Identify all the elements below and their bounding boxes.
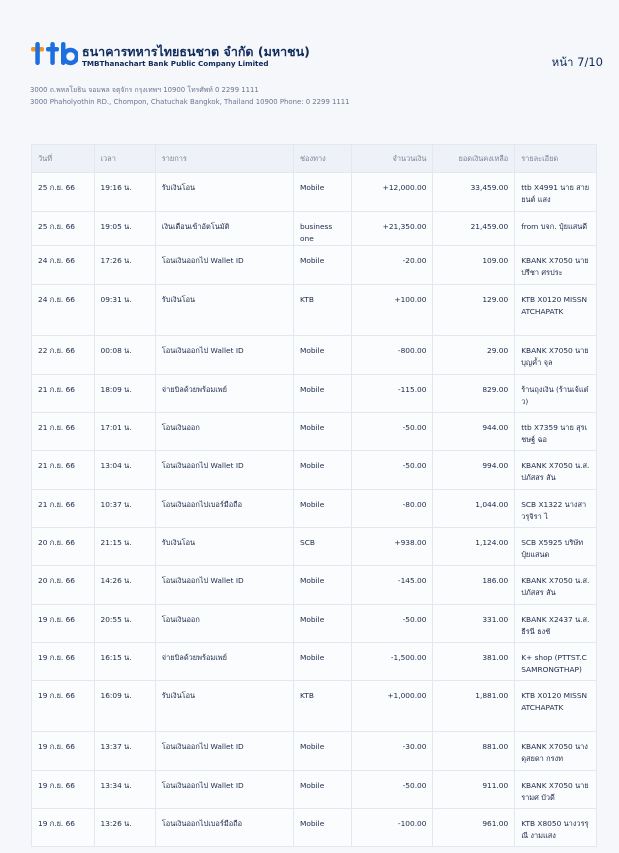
table-row <box>32 413 597 451</box>
address-thai: 3000 ถ.พหลโยธิน จอมพล จตุจักร กรุงเทพฯ 10900 โทรศัพท์ 0 2299 1111 <box>30 86 259 94</box>
cell-balance: 961.00 <box>433 809 515 847</box>
table-row <box>32 528 597 566</box>
table-row <box>32 212 597 246</box>
col-header-item: รายการ <box>155 145 293 173</box>
cell-channel: SCB <box>294 528 352 566</box>
cell-amount: -80.00 <box>351 490 433 528</box>
cell-item: โอนเงินออกไปเบอร์มือถือ <box>155 490 293 528</box>
cell-detail: from บจก. ปุ๋ยแสนดี <box>515 212 597 246</box>
cell-detail: SCB X1322 นางสาวรุจิรา ไ <box>515 490 597 528</box>
cell-time: 14:26 น. <box>94 566 155 605</box>
cell-time: 17:01 น. <box>94 413 155 451</box>
cell-item: รับเงินโอน <box>155 681 293 732</box>
transaction-table <box>31 144 597 847</box>
table-row <box>32 375 597 413</box>
cell-time: 13:37 น. <box>94 732 155 771</box>
cell-time: 13:26 น. <box>94 809 155 847</box>
cell-item: โอนเงินออกไป Wallet ID <box>155 336 293 375</box>
cell-date: 20 ก.ย. 66 <box>32 566 95 605</box>
cell-date: 25 ก.ย. 66 <box>32 212 95 246</box>
cell-time: 18:09 น. <box>94 375 155 413</box>
cell-channel: Mobile <box>294 375 352 413</box>
cell-channel: Mobile <box>294 451 352 490</box>
cell-time: 16:09 น. <box>94 681 155 732</box>
cell-date: 20 ก.ย. 66 <box>32 528 95 566</box>
table-row <box>32 681 597 732</box>
table-row <box>32 605 597 643</box>
cell-balance: 911.00 <box>433 771 515 809</box>
cell-time: 13:34 น. <box>94 771 155 809</box>
col-header-amount: จำนวนเงิน <box>351 145 433 173</box>
cell-item: โอนเงินออก <box>155 413 293 451</box>
cell-date: 19 ก.ย. 66 <box>32 809 95 847</box>
cell-detail: KTB X0120 MISSNATCHAPATK <box>515 285 597 336</box>
table-row <box>32 285 597 336</box>
cell-detail: ttb X7359 นาย สุรเชษฐ์ ฉอ <box>515 413 597 451</box>
cell-detail: KTB X8050 นางวรรุณี งามแสง <box>515 809 597 847</box>
cell-amount: +1,000.00 <box>351 681 433 732</box>
cell-time: 19:16 น. <box>94 173 155 212</box>
cell-item: รับเงินโอน <box>155 285 293 336</box>
cell-balance: 33,459.00 <box>433 173 515 212</box>
cell-detail: KBANK X7050 น.ส. ปภัสสร สัน <box>515 451 597 490</box>
cell-amount: -50.00 <box>351 771 433 809</box>
cell-amount: +100.00 <box>351 285 433 336</box>
cell-amount: -50.00 <box>351 413 433 451</box>
table-row <box>32 173 597 212</box>
cell-balance: 109.00 <box>433 246 515 285</box>
cell-item: รับเงินโอน <box>155 173 293 212</box>
cell-date: 24 ก.ย. 66 <box>32 285 95 336</box>
cell-time: 00:08 น. <box>94 336 155 375</box>
cell-date: 19 ก.ย. 66 <box>32 605 95 643</box>
table-row <box>32 336 597 375</box>
cell-balance: 331.00 <box>433 605 515 643</box>
cell-amount: -30.00 <box>351 732 433 771</box>
page-number: หน้า 7/10 <box>551 55 603 69</box>
cell-item: โอนเงินออกไป Wallet ID <box>155 566 293 605</box>
cell-amount: -100.00 <box>351 809 433 847</box>
table-row <box>32 809 597 847</box>
cell-item: เงินเดือนเข้าอัตโนมัติ <box>155 212 293 246</box>
cell-time: 09:31 น. <box>94 285 155 336</box>
bank-name-thai: ธนาคารทหารไทยธนชาต จำกัด (มหาชน) <box>82 44 310 59</box>
cell-channel: KTB <box>294 681 352 732</box>
cell-item: จ่ายบิลด้วยพร้อมเพย์ <box>155 643 293 681</box>
cell-amount: +938.00 <box>351 528 433 566</box>
cell-item: จ่ายบิลด้วยพร้อมเพย์ <box>155 375 293 413</box>
cell-detail: ร้านถุงเงิน (ร้านเจ้แต๋ว) <box>515 375 597 413</box>
cell-time: 10:37 น. <box>94 490 155 528</box>
cell-date: 21 ก.ย. 66 <box>32 451 95 490</box>
cell-detail: KBANK X7050 นาย บุญค้ำ จุล <box>515 336 597 375</box>
col-header-balance: ยอดเงินคงเหลือ <box>433 145 515 173</box>
cell-balance: 129.00 <box>433 285 515 336</box>
ttb-logo <box>30 41 78 67</box>
cell-balance: 1,881.00 <box>433 681 515 732</box>
cell-channel: Mobile <box>294 605 352 643</box>
cell-balance: 1,044.00 <box>433 490 515 528</box>
cell-balance: 881.00 <box>433 732 515 771</box>
cell-balance: 829.00 <box>433 375 515 413</box>
table-header-row <box>32 145 597 173</box>
cell-balance: 381.00 <box>433 643 515 681</box>
cell-channel: Mobile <box>294 336 352 375</box>
address-english: 3000 Phaholyothin RD., Chompon, Chatuchak Bangkok, Thailand 10900 Phone: 0 2299 1111 <box>30 98 350 106</box>
cell-detail: KTB X0120 MISSNATCHAPATK <box>515 681 597 732</box>
table-row <box>32 643 597 681</box>
cell-date: 24 ก.ย. 66 <box>32 246 95 285</box>
cell-time: 16:15 น. <box>94 643 155 681</box>
cell-channel: Mobile <box>294 246 352 285</box>
col-header-channel: ช่องทาง <box>294 145 352 173</box>
cell-detail: KBANK X7050 นาง ดุสยดา กรงท <box>515 732 597 771</box>
cell-detail: KBANK X7050 น.ส. ปภัสสร สัน <box>515 566 597 605</box>
cell-amount: -50.00 <box>351 605 433 643</box>
cell-time: 21:15 น. <box>94 528 155 566</box>
cell-amount: -1,500.00 <box>351 643 433 681</box>
cell-amount: -800.00 <box>351 336 433 375</box>
cell-channel: Mobile <box>294 643 352 681</box>
table-row <box>32 490 597 528</box>
cell-item: โอนเงินออกไป Wallet ID <box>155 246 293 285</box>
cell-date: 19 ก.ย. 66 <box>32 732 95 771</box>
cell-channel: KTB <box>294 285 352 336</box>
cell-amount: -20.00 <box>351 246 433 285</box>
cell-item: โอนเงินออกไป Wallet ID <box>155 732 293 771</box>
cell-time: 17:26 น. <box>94 246 155 285</box>
cell-channel: Mobile <box>294 566 352 605</box>
cell-item: โอนเงินออกไปเบอร์มือถือ <box>155 809 293 847</box>
cell-date: 19 ก.ย. 66 <box>32 771 95 809</box>
cell-channel: Mobile <box>294 732 352 771</box>
cell-balance: 21,459.00 <box>433 212 515 246</box>
cell-item: โอนเงินออกไป Wallet ID <box>155 771 293 809</box>
cell-time: 13:04 น. <box>94 451 155 490</box>
cell-time: 20:55 น. <box>94 605 155 643</box>
cell-amount: -145.00 <box>351 566 433 605</box>
cell-balance: 994.00 <box>433 451 515 490</box>
cell-date: 19 ก.ย. 66 <box>32 643 95 681</box>
cell-amount: +12,000.00 <box>351 173 433 212</box>
cell-balance: 944.00 <box>433 413 515 451</box>
cell-amount: -50.00 <box>351 451 433 490</box>
col-header-time: เวลา <box>94 145 155 173</box>
cell-item: โอนเงินออกไป Wallet ID <box>155 451 293 490</box>
cell-channel: business one <box>294 212 352 246</box>
cell-detail: KBANK X2437 น.ส. ธีรนี ธงชั <box>515 605 597 643</box>
cell-balance: 29.00 <box>433 336 515 375</box>
cell-date: 21 ก.ย. 66 <box>32 413 95 451</box>
cell-channel: Mobile <box>294 490 352 528</box>
cell-date: 21 ก.ย. 66 <box>32 375 95 413</box>
table-row <box>32 732 597 771</box>
table-row <box>32 246 597 285</box>
cell-amount: -115.00 <box>351 375 433 413</box>
transaction-rows <box>32 173 597 847</box>
col-header-date: วันที่ <box>32 145 95 173</box>
cell-date: 19 ก.ย. 66 <box>32 681 95 732</box>
cell-item: โอนเงินออก <box>155 605 293 643</box>
cell-channel: Mobile <box>294 771 352 809</box>
cell-time: 19:05 น. <box>94 212 155 246</box>
cell-channel: Mobile <box>294 173 352 212</box>
col-header-detail: รายละเอียด <box>515 145 597 173</box>
table-row <box>32 451 597 490</box>
cell-channel: Mobile <box>294 413 352 451</box>
cell-balance: 1,124.00 <box>433 528 515 566</box>
table-row <box>32 566 597 605</box>
cell-detail: K+ shop (PTTST.CSAMRONGTHAP) <box>515 643 597 681</box>
cell-date: 22 ก.ย. 66 <box>32 336 95 375</box>
table-row <box>32 771 597 809</box>
cell-detail: ttb X4991 นาย สายยนต์ แสง <box>515 173 597 212</box>
cell-detail: SCB X5925 บริษัท ปุ๋ยแสนด <box>515 528 597 566</box>
cell-detail: KBANK X7050 นาย ปรีชา ศรประ <box>515 246 597 285</box>
cell-item: รับเงินโอน <box>155 528 293 566</box>
cell-channel: Mobile <box>294 809 352 847</box>
cell-date: 25 ก.ย. 66 <box>32 173 95 212</box>
bank-name-english: TMBThanachart Bank Public Company Limited <box>82 59 269 68</box>
cell-detail: KBANK X7050 นาย รามศ บัวดี <box>515 771 597 809</box>
cell-amount: +21,350.00 <box>351 212 433 246</box>
cell-date: 21 ก.ย. 66 <box>32 490 95 528</box>
cell-balance: 186.00 <box>433 566 515 605</box>
